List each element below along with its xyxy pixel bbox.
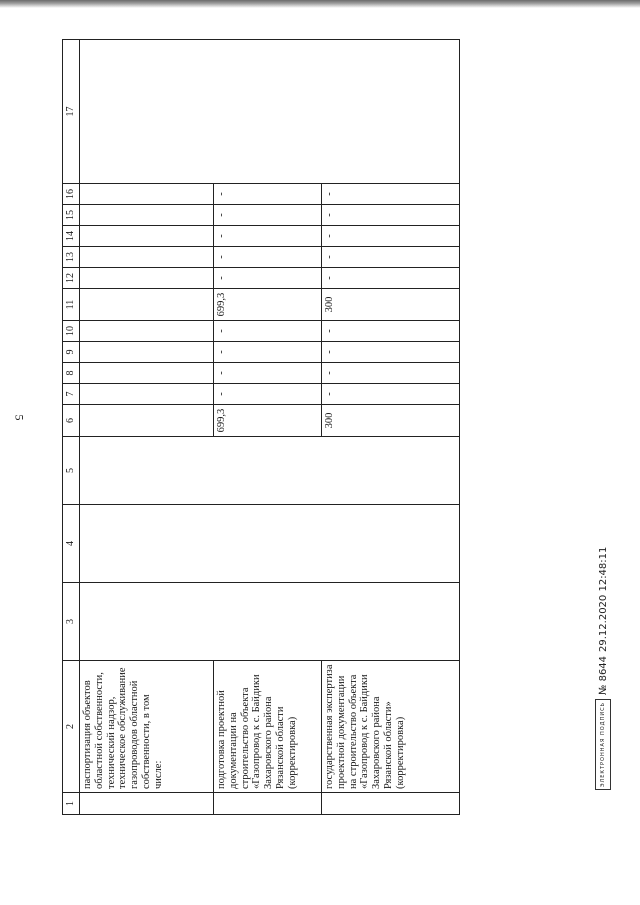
- table-cell: -: [214, 184, 322, 205]
- table-cell: -: [214, 247, 322, 268]
- table-cell: -: [322, 384, 460, 405]
- header-row: [63, 40, 80, 815]
- page-number: 5: [12, 414, 27, 421]
- table-cell: -: [322, 205, 460, 226]
- table-cell: [80, 184, 214, 205]
- table-cell: [80, 437, 460, 505]
- header-cell: 13: [63, 247, 80, 268]
- header-cell: 10: [63, 321, 80, 342]
- row-label: подготовка проектной документации на строительство объекта «Газопровод к с. Байдики Захаровского района Рязанской области (корректировка): [214, 661, 322, 793]
- header-cell: 12: [63, 268, 80, 289]
- table-cell: -: [322, 184, 460, 205]
- table-row: [80, 40, 214, 815]
- header-cell: 3: [63, 583, 80, 661]
- table-cell: -: [214, 363, 322, 384]
- table-cell: -: [322, 247, 460, 268]
- header-cell: 6: [63, 405, 80, 437]
- table-cell: [80, 289, 214, 321]
- stamp-number: № 8644: [597, 655, 609, 695]
- row-label: государственная экспертиза проектной документации на строительство объекта «Газопровод к с. Байдики Захаровского района Рязанской области» (корректировка): [322, 661, 460, 793]
- registration-stamp: [592, 546, 614, 790]
- header-cell: 17: [63, 40, 80, 184]
- table-cell: [80, 363, 214, 384]
- header-cell: 11: [63, 289, 80, 321]
- table-cell: [80, 205, 214, 226]
- table-cell: -: [322, 321, 460, 342]
- header-cell: 1: [63, 793, 80, 815]
- table-cell: [80, 247, 214, 268]
- stamp-datetime: 29.12.2020 12:48:11: [597, 546, 609, 652]
- row-num-cell: [80, 793, 214, 815]
- table-cell: -: [214, 268, 322, 289]
- table-cell: [80, 384, 214, 405]
- table-cell: 699,3: [214, 289, 322, 321]
- table-cell: [80, 342, 214, 363]
- table-cell: -: [214, 384, 322, 405]
- scan-edge: [0, 0, 640, 8]
- header-cell: 8: [63, 363, 80, 384]
- table-cell: 300: [322, 289, 460, 321]
- table-cell: [80, 405, 214, 437]
- table-cell: [80, 226, 214, 247]
- header-cell: 9: [63, 342, 80, 363]
- table-cell: -: [322, 268, 460, 289]
- header-cell: 2: [63, 661, 80, 793]
- header-cell: 14: [63, 226, 80, 247]
- table-cell: -: [214, 321, 322, 342]
- table-cell: 699,3: [214, 405, 322, 437]
- table-cell: -: [214, 226, 322, 247]
- table-cell: [80, 268, 214, 289]
- table-cell: -: [322, 226, 460, 247]
- table-cell: -: [322, 363, 460, 384]
- budget-table: [62, 39, 460, 815]
- header-cell: 7: [63, 384, 80, 405]
- header-cell: 16: [63, 184, 80, 205]
- row-label: паспортизация объектов областной собственности, технический надзор, техническое обслуживание газопроводов областной собственности, в том числе:: [80, 661, 214, 793]
- header-cell: 5: [63, 437, 80, 505]
- table-cell: [80, 40, 460, 184]
- header-cell: 4: [63, 505, 80, 583]
- table-cell: -: [214, 205, 322, 226]
- table-cell: -: [322, 342, 460, 363]
- header-cell: 15: [63, 205, 80, 226]
- rotated-page: [62, 40, 460, 815]
- row-num-cell: [322, 793, 460, 815]
- row-num-cell: [214, 793, 322, 815]
- table-cell: [80, 321, 214, 342]
- table-cell: [80, 583, 460, 661]
- table-cell: 300: [322, 405, 460, 437]
- signature-stamp-box: ЭЛЕКТРОННАЯ ПОДПИСЬ: [595, 699, 611, 790]
- table-cell: -: [214, 342, 322, 363]
- table-cell: [80, 505, 460, 583]
